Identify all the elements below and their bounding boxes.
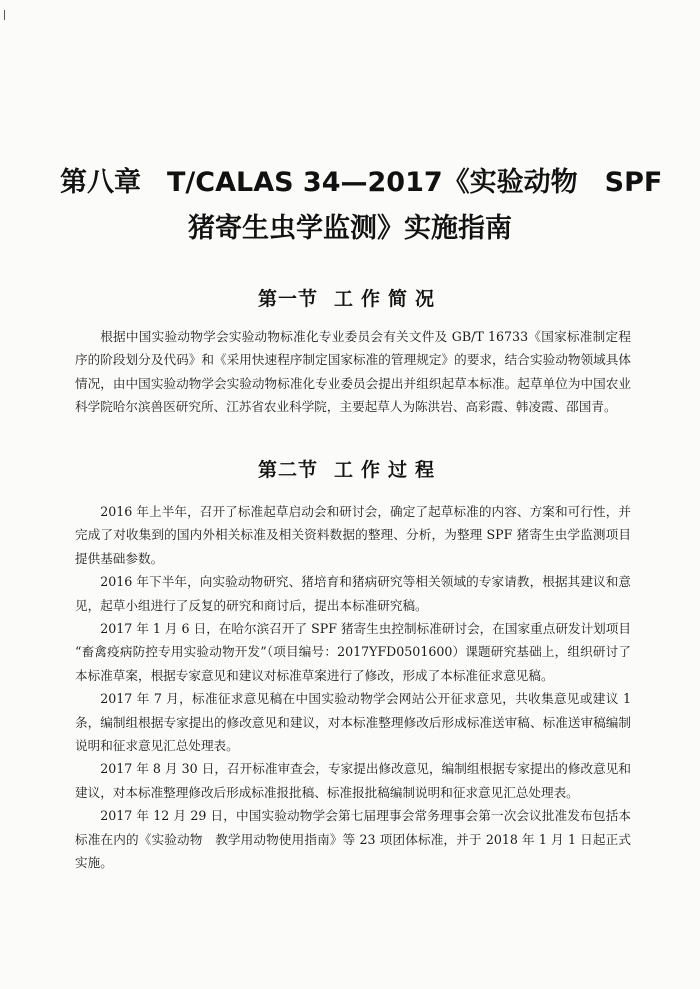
chapter-title-line2: 猪寄生虫学监测》实施指南 [188,213,512,244]
page-edge-mark [4,10,5,20]
section-2-paragraph: 2016 年下半年，向实验动物研究、猪培育和猪病研究等相关领域的专家请教，根据其建议和意见，起草小组进行了反复的研究和商讨后，提出本标准研究稿。 [75,574,631,613]
section-2-paragraph: 2017 年 8 月 30 日，召开标准审查会，专家提出修改意见，编制组根据专家提出的修改意见和建议，对本标准整理修改后形成标准报批稿、标准报批稿编制说明和征求意见汇总处理表。 [75,761,631,800]
section-2-number: 第二节 [257,459,318,481]
chapter-title-line1: T/CALAS 34—2017《实验动物 SPF [167,167,663,198]
section-2-paragraph: 2017 年 1 月 6 日，在哈尔滨召开了 SPF 猪寄生虫控制标准研讨会，在国家重点研发计划项目 “畜禽疫病防控专用实验动物开发”（项目编号：2017YFD0501600）课题研究基础上，组织研讨了本标准草案，根据专家意见和建议对标准草案进行了修改，形成了本标准征求意见稿。 [75,621,631,683]
section-2-paragraph: 2017 年 7 月，标准征求意见稿在中国实验动物学会网站公开征求意见，共收集意见或建议 1 条，编制组根据专家提出的修改意见和建议，对本标准整理修改后形成标准送审稿、标准送审稿编制说明和征求意见汇总处理表。 [75,691,631,754]
section-heading-2 [60,455,640,482]
section-1-title: 工作简况 [334,288,443,310]
section-2-paragraph: 2016 年上半年，召开了标准起草启动会和研讨会，确定了起草标准的内容、方案和可行性，并完成了对收集到的国内外相关标准及相关资料数据的整理、分析，为整理 SPF 猪寄生虫学监测项目提供基础参数。 [75,504,631,566]
section-2-title: 工作过程 [334,459,443,481]
section-1-number: 第一节 [257,288,318,310]
section-2-body [75,500,631,875]
chapter-title [60,160,663,252]
section-1-paragraph: 根据中国实验动物学会实验动物标准化专业委员会有关文件及 GB/T 16733《国家标准制定程序的阶段划分及代码》和《采用快速程序制定国家标准的管理规定》的要求，结合实验动物领域具体情况，由中国实验动物学会实验动物标准化专业委员会提出并组织起草本标准。起草单位为中国农业科学院哈尔滨兽医研究所、江苏省农业科学院，主要起草人为陈洪岩、高彩霞、韩凌霞、邵国青。 [75,329,631,415]
chapter-number: 第八章 [60,167,141,198]
section-1-body [75,325,631,419]
section-heading-1 [60,284,640,311]
section-2-paragraph: 2017 年 12 月 29 日，中国实验动物学会第七届理事会常务理事会第一次会议批准发布包括本标准在内的《实验动物 教学用动物使用指南》等 23 项团体标准，并于 2018 年 1 月 1 日起正式实施。 [75,808,631,871]
